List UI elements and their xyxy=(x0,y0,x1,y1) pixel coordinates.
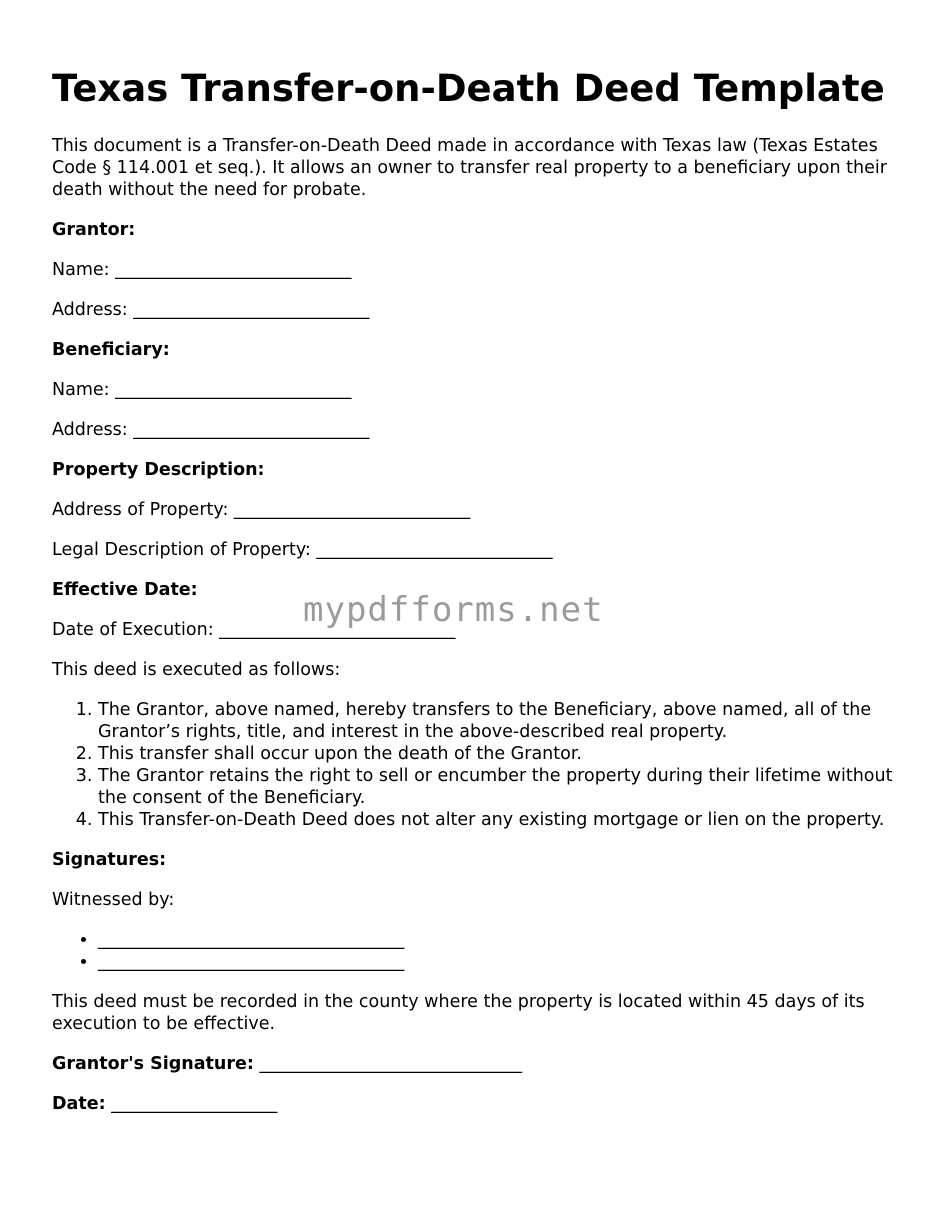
date-field[interactable] xyxy=(52,1093,902,1115)
list-item: 2. This transfer shall occur upon the death of the Grantor. xyxy=(98,743,902,765)
witness-list xyxy=(52,929,902,973)
list-item: 1. The Grantor, above named, hereby transfers to the Beneficiary, above named, all of the Grantor’s rights, title, and interest in the above-described real property. xyxy=(98,699,902,743)
grantor-signature-field[interactable] xyxy=(52,1053,902,1075)
grantor-signature-label: Grantor's Signature: xyxy=(52,1054,254,1074)
watermark-text: mypdfforms.net xyxy=(303,590,604,630)
list-item: 4. This Transfer-on-Death Deed does not alter any existing mortgage or lien on the property. xyxy=(98,809,902,831)
list-item: 3. The Grantor retains the right to sell or encumber the property during their lifetime without the consent of the Beneficiary. xyxy=(98,765,902,809)
date-line[interactable]: ___________________ xyxy=(111,1094,278,1114)
recording-note: This deed must be recorded in the county where the property is located within 45 days of its execution to be effective. xyxy=(52,992,865,1034)
effective-date-heading: Effective Date: xyxy=(52,580,198,600)
witness-signature-line[interactable]: • ___________________________________ xyxy=(98,951,902,973)
executed-intro: This deed is executed as follows: xyxy=(52,660,341,680)
witness-signature-line[interactable]: • ___________________________________ xyxy=(98,929,902,951)
date-of-execution-field[interactable]: Date of Execution: ___________________________ xyxy=(52,620,456,640)
page-title: Texas Transfer-on-Death Deed Template xyxy=(52,67,885,110)
grantor-heading: Grantor: xyxy=(52,220,136,240)
property-address-field[interactable]: Address of Property: ___________________________ xyxy=(52,500,471,520)
property-legal-description-field[interactable]: Legal Description of Property: ___________________________ xyxy=(52,540,553,560)
grantor-name-field[interactable]: Name: ___________________________ xyxy=(52,260,352,280)
intro-paragraph: This document is a Transfer-on-Death Deed made in accordance with Texas law (Texas Estates Code § 114.001 et seq.). It allows an owner to transfer real property to a beneficiary upon their death without the need for probate. xyxy=(52,136,887,200)
beneficiary-address-field[interactable]: Address: ___________________________ xyxy=(52,420,370,440)
grantor-signature-line[interactable]: ______________________________ xyxy=(259,1054,522,1074)
grantor-address-field[interactable]: Address: ___________________________ xyxy=(52,300,370,320)
terms-list xyxy=(52,699,902,831)
beneficiary-name-field[interactable]: Name: ___________________________ xyxy=(52,380,352,400)
beneficiary-heading: Beneficiary: xyxy=(52,340,170,360)
date-label: Date: xyxy=(52,1094,106,1114)
witnessed-by-label: Witnessed by: xyxy=(52,890,175,910)
signatures-heading: Signatures: xyxy=(52,850,167,870)
property-heading: Property Description: xyxy=(52,460,265,480)
